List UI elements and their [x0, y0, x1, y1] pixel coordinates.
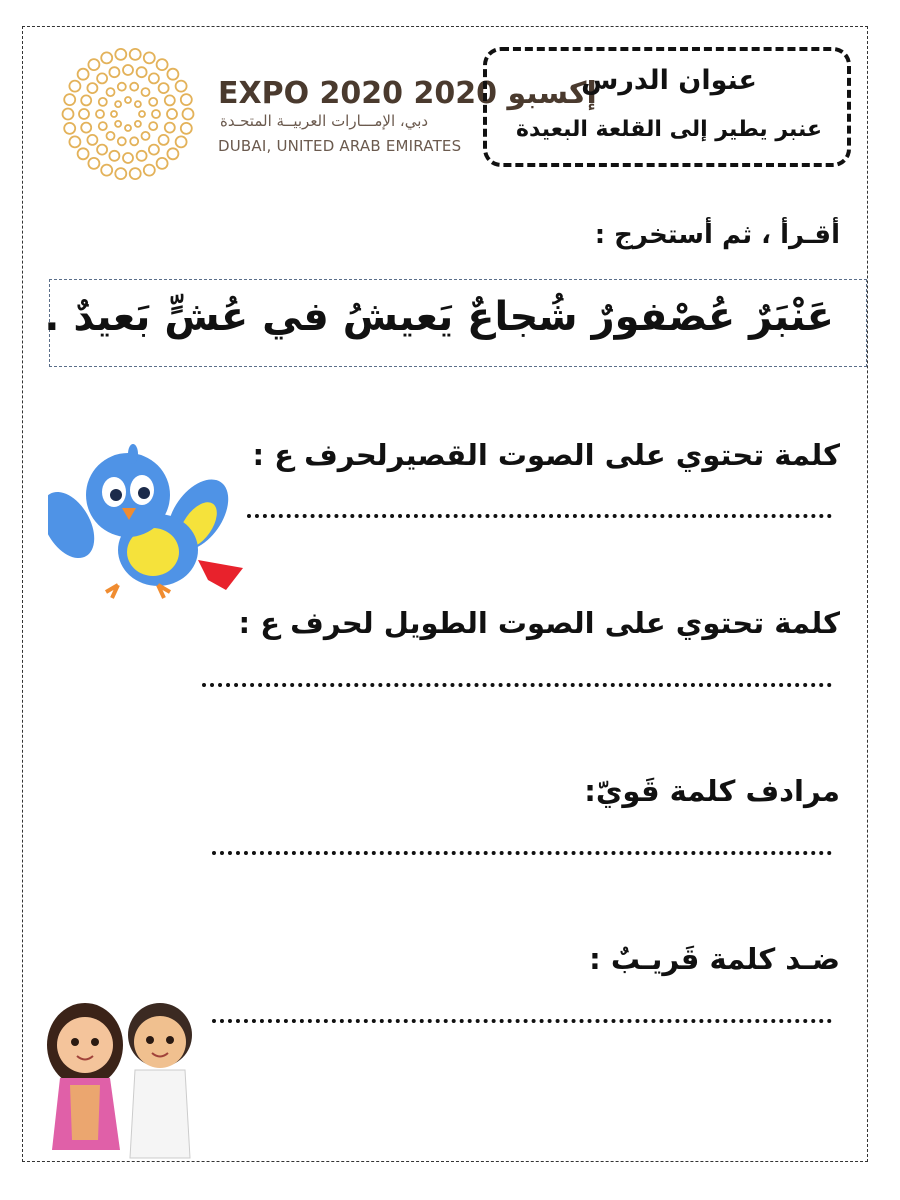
logo-ring	[123, 65, 133, 75]
logo-ring	[149, 98, 157, 106]
logo-ring	[81, 95, 91, 105]
logo-ring	[130, 137, 138, 145]
logo-ring	[130, 49, 141, 60]
logo-ring	[87, 83, 97, 93]
logo-ring	[64, 94, 75, 105]
answer-line-1[interactable]	[247, 514, 832, 518]
logo-ring	[167, 109, 177, 119]
logo-ring	[97, 73, 107, 83]
logo-ring	[109, 151, 119, 161]
logo-ring	[118, 83, 126, 91]
logo-ring	[167, 69, 178, 80]
logo-ring	[109, 67, 119, 77]
logo-ring	[115, 49, 126, 60]
lesson-name: عنبر يطير إلى القلعة البعيدة	[516, 117, 822, 142]
logo-ring	[69, 81, 80, 92]
logo-ring	[125, 125, 131, 131]
logo-ring	[152, 110, 160, 118]
logo-ring	[99, 98, 107, 106]
logo-ring	[183, 109, 194, 120]
logo-ring	[167, 148, 178, 159]
lesson-title-box	[483, 47, 851, 167]
logo-ring	[115, 121, 121, 127]
logo-ring	[96, 110, 104, 118]
logo-ring	[157, 59, 168, 70]
logo-ring	[137, 67, 147, 77]
logo-ring	[149, 145, 159, 155]
logo-ring	[137, 151, 147, 161]
logo-ring	[78, 69, 89, 80]
expo-title-ar: إكسبو 2020	[413, 76, 597, 111]
expo-subtitle-en: DUBAI, UNITED ARAB EMIRATES	[218, 137, 462, 155]
question-antonym: ضـد كلمة قَريـبٌ :	[589, 942, 840, 976]
answer-line-3[interactable]	[212, 851, 832, 855]
logo-ring	[101, 52, 112, 63]
logo-ring	[181, 94, 192, 105]
logo-ring	[118, 137, 126, 145]
instruction-text: أقـرأ ، ثم أستخرج :	[594, 220, 840, 250]
logo-ring	[144, 165, 155, 176]
reading-sentence: عَنْبَرٌ عُصْفورٌ شُجاعٌ يَعيشُ في عُشٍّ بَعيدٌ .	[44, 294, 834, 340]
logo-ring	[81, 123, 91, 133]
logo-ring	[115, 168, 126, 179]
logo-ring	[130, 168, 141, 179]
logo-ring	[144, 52, 155, 63]
lesson-heading: عنوان الدرس	[581, 65, 757, 96]
bird-illustration	[48, 440, 248, 610]
logo-ring	[135, 121, 141, 127]
logo-ring	[99, 122, 107, 130]
logo-ring	[97, 145, 107, 155]
logo-ring	[176, 136, 187, 147]
logo-ring	[87, 135, 97, 145]
expo-subtitle-ar: دبي، الإمـــارات العربيــة المتحـدة	[220, 112, 429, 130]
logo-ring	[139, 111, 145, 117]
logo-ring	[123, 153, 133, 163]
logo-ring	[135, 101, 141, 107]
logo-ring	[78, 148, 89, 159]
logo-ring	[130, 83, 138, 91]
logo-ring	[69, 136, 80, 147]
logo-ring	[111, 111, 117, 117]
logo-ring	[63, 109, 74, 120]
logo-ring	[159, 83, 169, 93]
logo-ring	[79, 109, 89, 119]
reading-sentence-box	[44, 279, 867, 367]
logo-ring	[157, 158, 168, 169]
logo-ring	[165, 95, 175, 105]
logo-ring	[107, 132, 115, 140]
logo-ring	[64, 123, 75, 134]
logo-ring	[88, 59, 99, 70]
expo-title-en: EXPO 2020	[218, 76, 404, 111]
question-synonym: مرادف كلمة قَويّ:	[584, 774, 840, 808]
logo-ring	[181, 123, 192, 134]
logo-ring	[88, 158, 99, 169]
logo-ring	[125, 97, 131, 103]
logo-ring	[115, 101, 121, 107]
logo-ring	[101, 165, 112, 176]
logo-ring	[159, 135, 169, 145]
logo-ring	[149, 122, 157, 130]
logo-ring	[142, 132, 150, 140]
answer-line-4[interactable]	[212, 1019, 832, 1023]
question-short-vowel: كلمة تحتوي على الصوت القصيرلحرف ع :	[252, 438, 840, 472]
logo-ring	[142, 88, 150, 96]
logo-ring	[165, 123, 175, 133]
logo-ring	[107, 88, 115, 96]
logo-ring	[149, 73, 159, 83]
question-long-vowel: كلمة تحتوي على الصوت الطويل لحرف ع :	[238, 606, 840, 640]
children-illustration	[40, 990, 240, 1165]
logo-ring	[176, 81, 187, 92]
answer-line-2[interactable]	[202, 683, 832, 687]
